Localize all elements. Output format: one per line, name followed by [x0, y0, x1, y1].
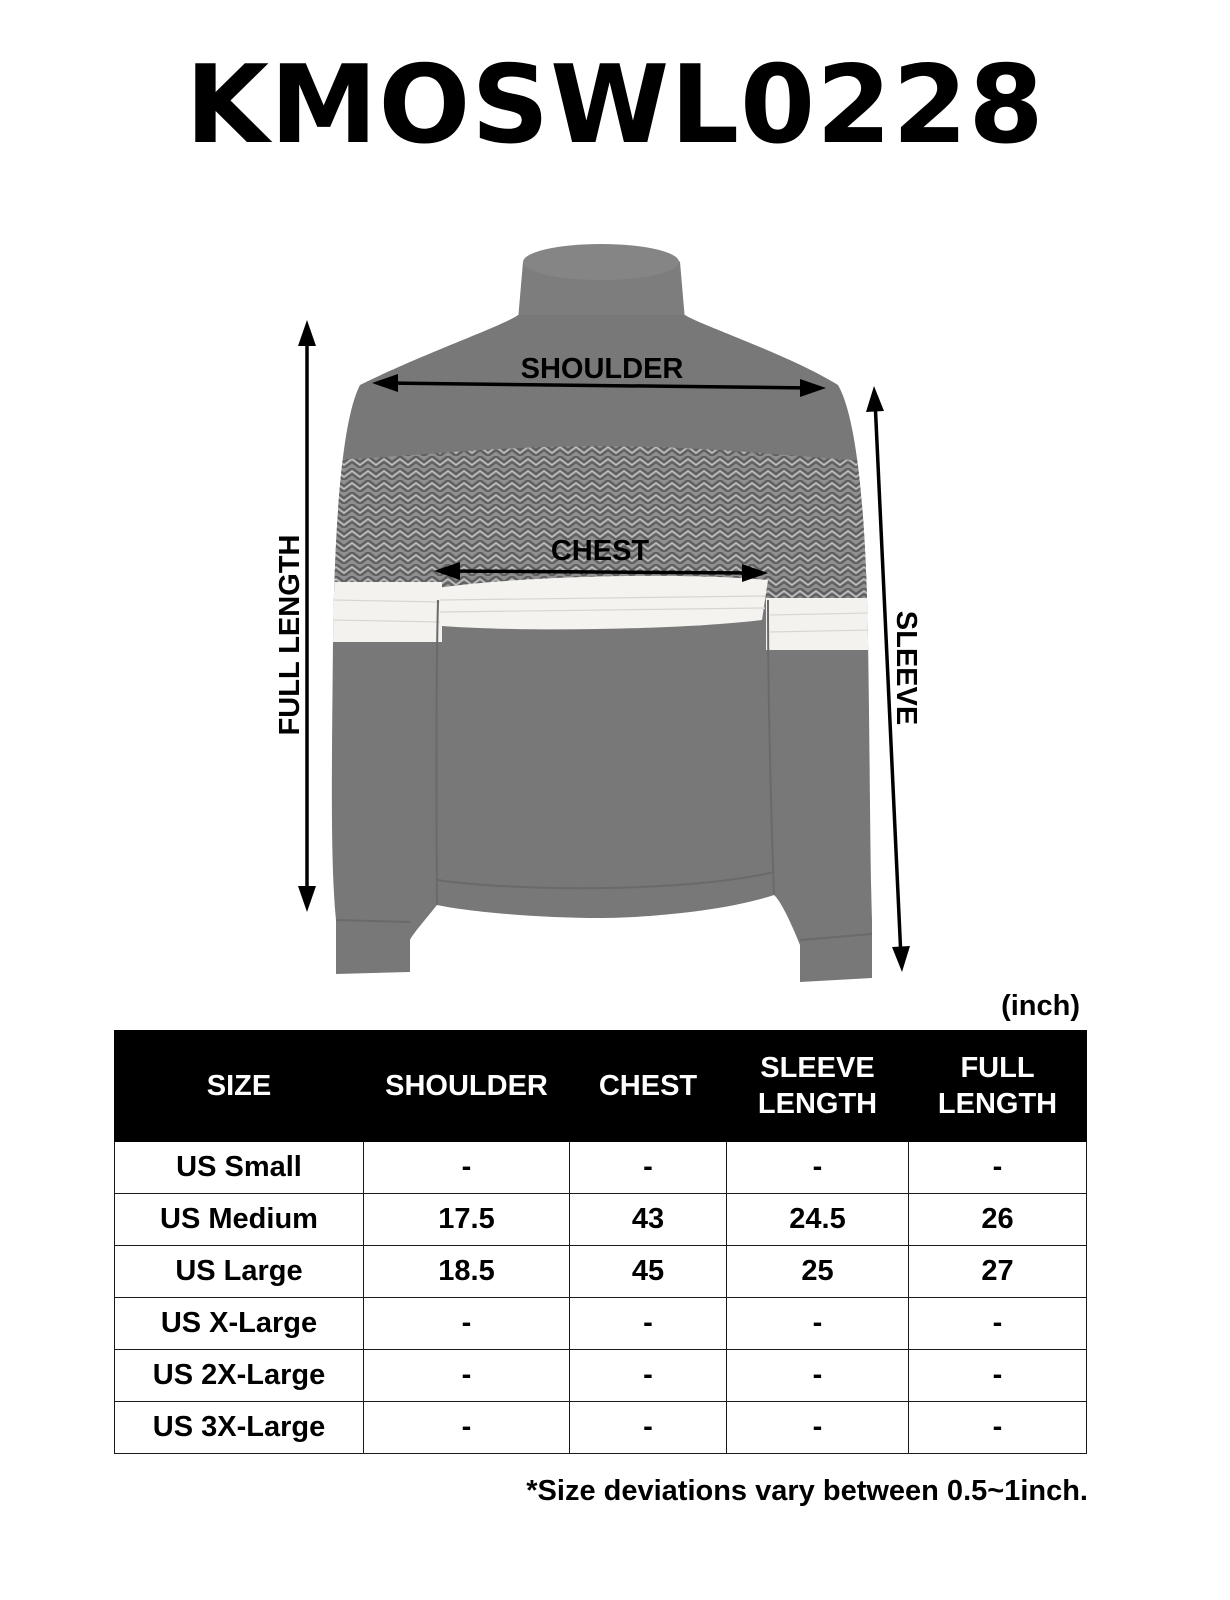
chest-cell: -: [570, 1402, 727, 1454]
table-row: [115, 1142, 1087, 1194]
shoulder-cell: -: [364, 1298, 570, 1350]
chest-cell: -: [570, 1142, 727, 1194]
unit-label: (inch): [1001, 990, 1080, 1022]
sleeve-cell: -: [727, 1402, 909, 1454]
chest-cell: 43: [570, 1194, 727, 1246]
product-code-title: KMOSWL0228: [185, 43, 1045, 168]
table-row: [115, 1246, 1087, 1298]
table-row: [115, 1194, 1087, 1246]
sleeve-cell: -: [727, 1142, 909, 1194]
size-cell: US Large: [115, 1246, 364, 1298]
shoulder-cell: -: [364, 1142, 570, 1194]
shoulder-cell: 17.5: [364, 1194, 570, 1246]
size-cell: US 2X-Large: [115, 1350, 364, 1402]
shoulder-label: SHOULDER: [520, 353, 684, 385]
full-length-label: FULL LENGTH: [274, 534, 306, 736]
sleeve-label: SLEEVE: [890, 610, 922, 726]
header-sleeve-length: SLEEVE LENGTH: [727, 1031, 909, 1142]
sleeve-cell: 25: [727, 1246, 909, 1298]
table-header-row: [115, 1031, 1087, 1142]
size-cell: US 3X-Large: [115, 1402, 364, 1454]
header-size: SIZE: [115, 1031, 364, 1142]
full-length-cell: -: [909, 1350, 1087, 1402]
size-cell: US Small: [115, 1142, 364, 1194]
chest-label: CHEST: [550, 535, 650, 567]
size-deviation-note: *Size deviations vary between 0.5~1inch.: [526, 1475, 1088, 1507]
table-row: [115, 1350, 1087, 1402]
size-chart-table: [114, 1030, 1087, 1454]
shoulder-cell: -: [364, 1402, 570, 1454]
shoulder-cell: 18.5: [364, 1246, 570, 1298]
sleeve-cell: -: [727, 1298, 909, 1350]
table-row: [115, 1298, 1087, 1350]
shoulder-cell: -: [364, 1350, 570, 1402]
header-full-length: FULL LENGTH: [909, 1031, 1087, 1142]
chest-cell: 45: [570, 1246, 727, 1298]
size-cell: US Medium: [115, 1194, 364, 1246]
full-length-cell: 27: [909, 1246, 1087, 1298]
sweater-body: [300, 300, 900, 1000]
full-length-cell: -: [909, 1298, 1087, 1350]
sleeve-cell: -: [727, 1350, 909, 1402]
size-cell: US X-Large: [115, 1298, 364, 1350]
header-shoulder: SHOULDER: [364, 1031, 570, 1142]
table-row: [115, 1402, 1087, 1454]
chest-cell: -: [570, 1350, 727, 1402]
header-chest: CHEST: [570, 1031, 727, 1142]
full-length-cell: -: [909, 1402, 1087, 1454]
full-length-cell: -: [909, 1142, 1087, 1194]
chest-cell: -: [570, 1298, 727, 1350]
sleeve-cell: 24.5: [727, 1194, 909, 1246]
full-length-cell: 26: [909, 1194, 1087, 1246]
